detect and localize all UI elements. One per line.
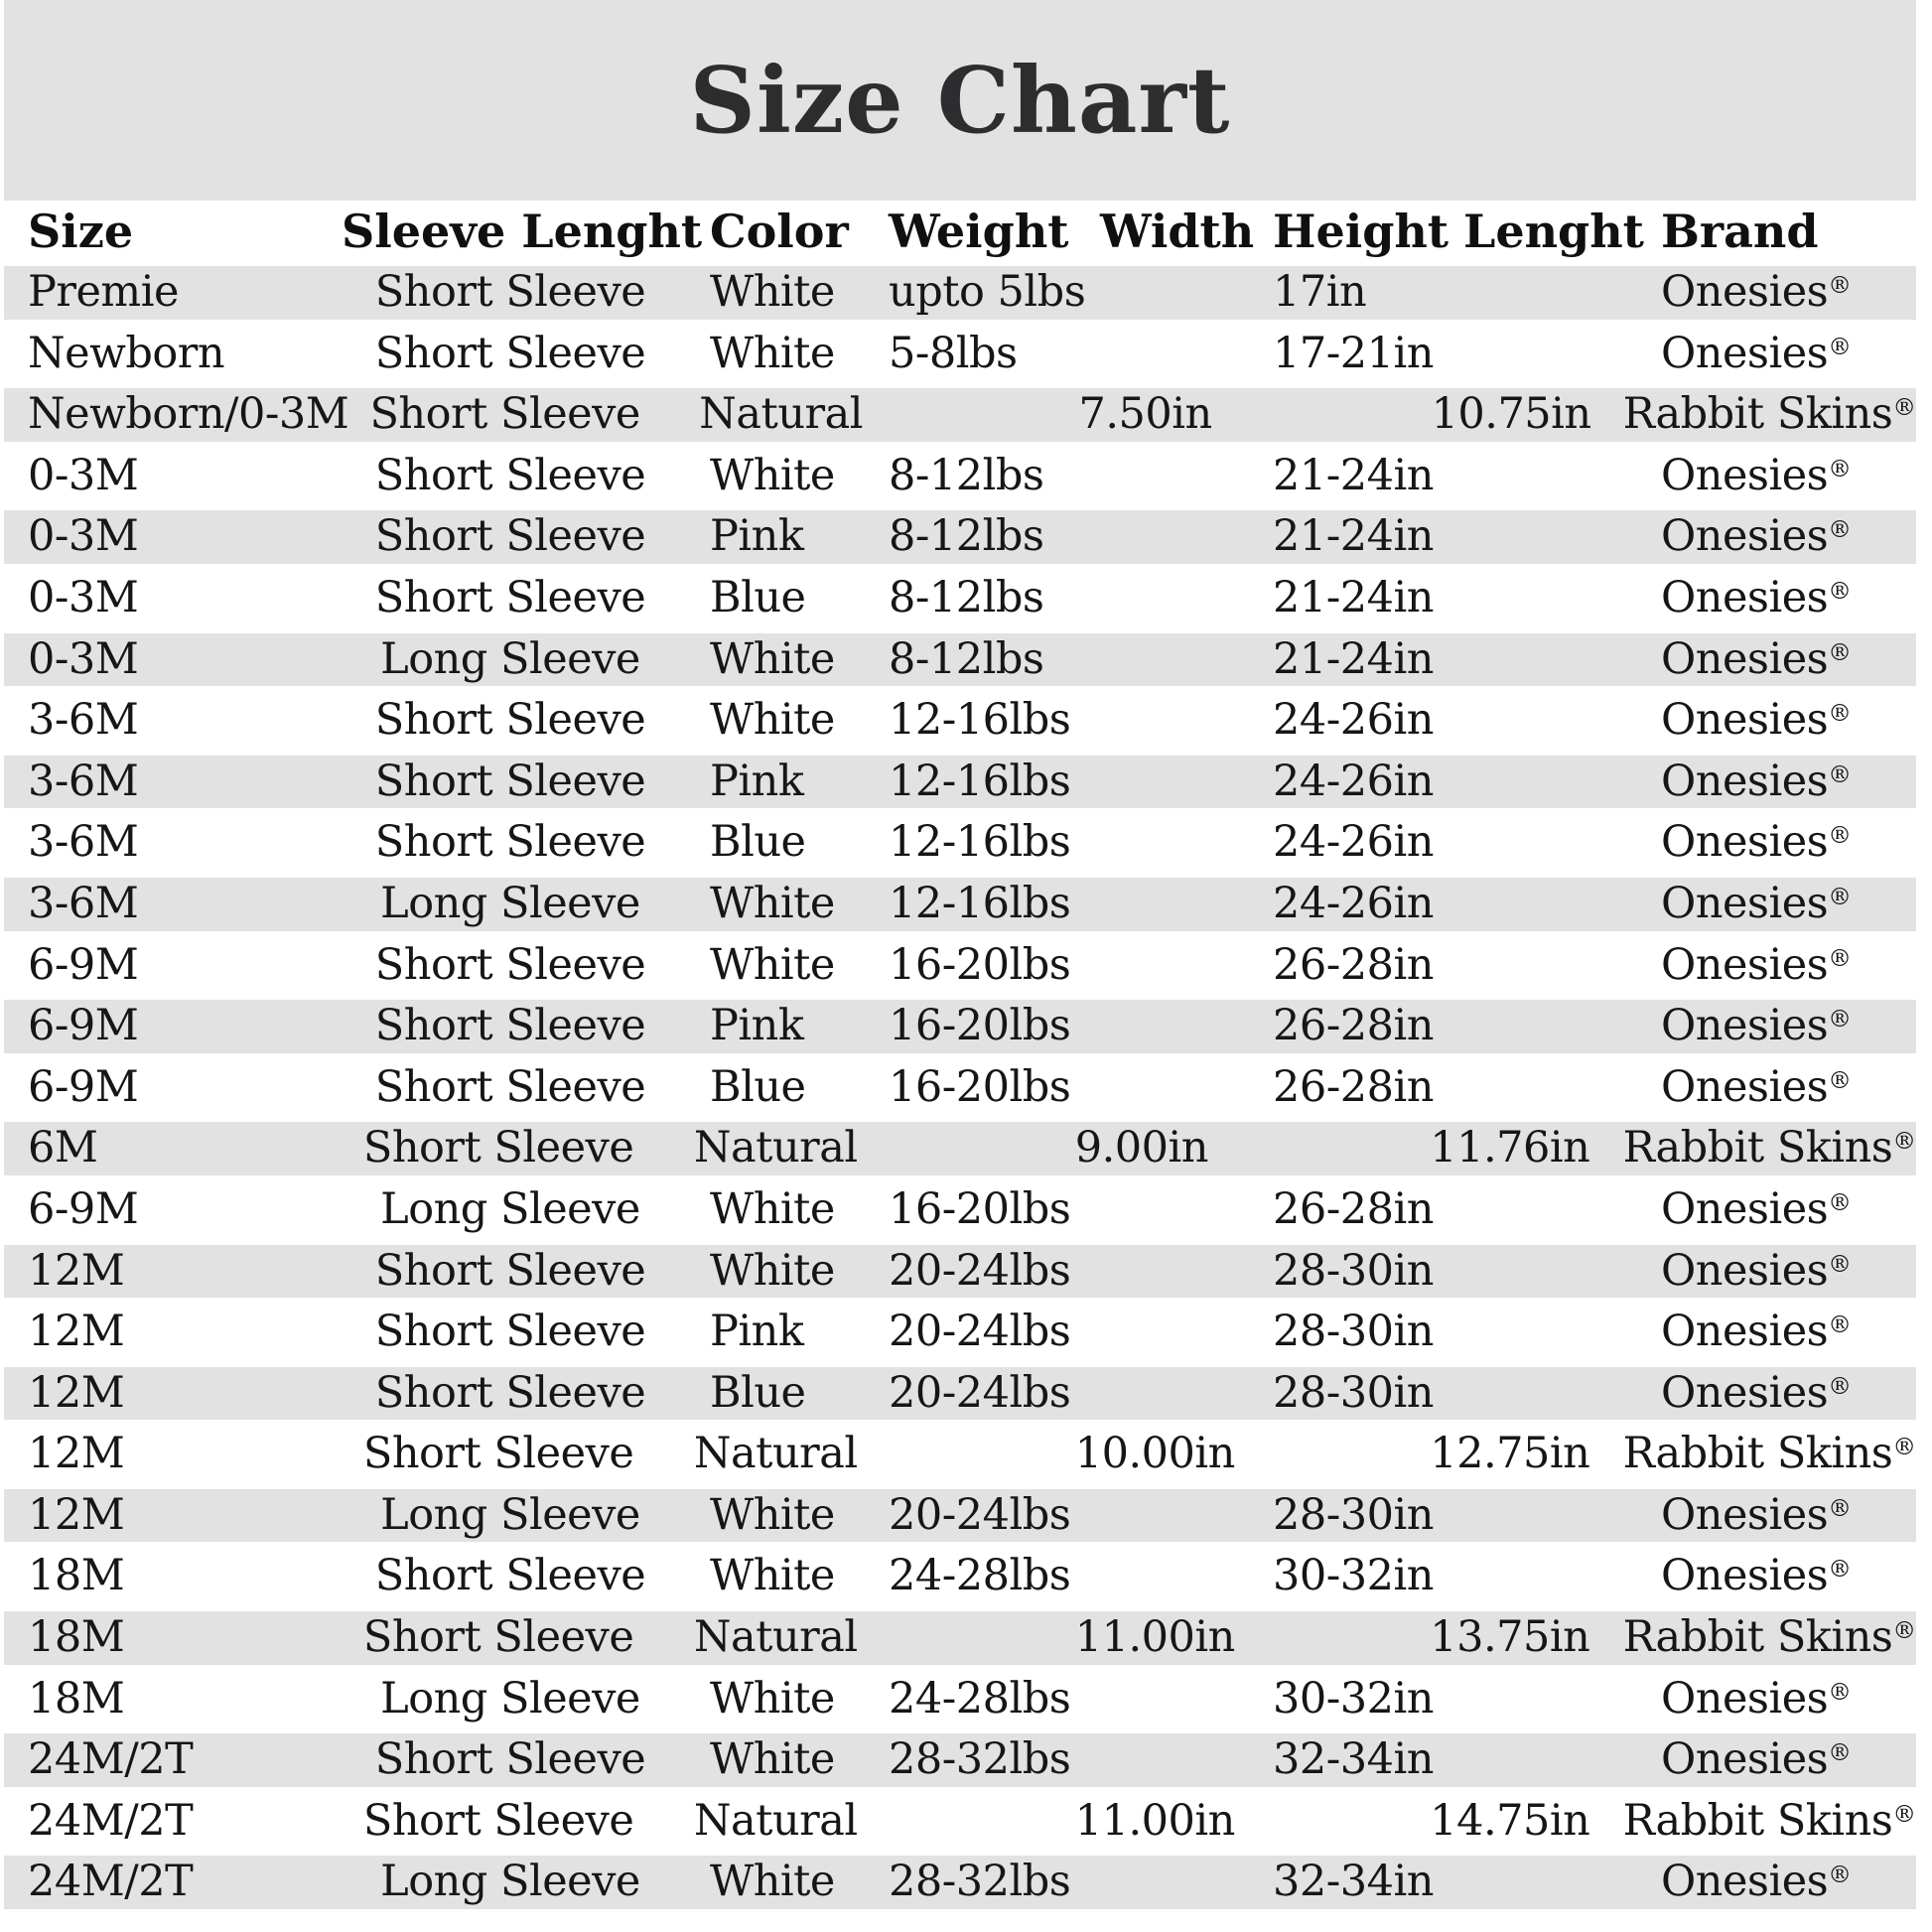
cell-width — [1091, 1241, 1265, 1303]
cell-width — [1091, 1057, 1265, 1119]
cell-weight: 8-12lbs — [889, 450, 1044, 500]
cell-width — [1091, 629, 1265, 691]
cell-weight: 20-24lbs — [889, 1489, 1071, 1540]
table-row — [4, 1424, 1916, 1485]
cell-height: 24-26in — [1273, 756, 1434, 806]
cell-brand: Onesies® — [1661, 450, 1852, 500]
cell-weight — [858, 1424, 1066, 1485]
cell-sleeve-length: Long Sleeve — [380, 1489, 640, 1540]
registered-trademark-symbol: ® — [1828, 882, 1852, 910]
cell-color: White — [710, 267, 835, 317]
cell-length — [1453, 1729, 1652, 1791]
cell-length — [1453, 1179, 1652, 1241]
cell-height: 26-28in — [1273, 939, 1434, 990]
registered-trademark-symbol: ® — [1828, 515, 1852, 544]
cell-sleeve-length: Short Sleeve — [374, 1245, 646, 1296]
registered-trademark-symbol: ® — [1828, 1065, 1852, 1094]
cell-height: 28-30in — [1273, 1245, 1434, 1296]
cell-size: 0-3M — [28, 572, 139, 622]
cell-height: 24-26in — [1273, 817, 1434, 868]
cell-color: Pink — [710, 1001, 804, 1051]
registered-trademark-symbol: ® — [1828, 1371, 1852, 1400]
cell-brand: Onesies® — [1661, 1307, 1852, 1357]
cell-size: 12M — [28, 1245, 125, 1296]
cell-size: 24M/2T — [28, 1795, 194, 1846]
registered-trademark-symbol: ® — [1828, 1005, 1852, 1034]
cell-height: 28-30in — [1273, 1307, 1434, 1357]
cell-sleeve-length: Short Sleeve — [374, 1001, 646, 1051]
cell-weight — [858, 1607, 1066, 1669]
cell-size: 0-3M — [28, 511, 139, 562]
cell-brand: Onesies® — [1661, 939, 1852, 990]
cell-length — [1453, 1852, 1652, 1913]
table-row — [4, 1852, 1916, 1913]
registered-trademark-symbol: ® — [1892, 1616, 1916, 1645]
cell-length — [1453, 568, 1652, 629]
registered-trademark-symbol: ® — [1828, 759, 1852, 788]
table-row — [4, 1363, 1916, 1425]
cell-brand: Onesies® — [1661, 1673, 1852, 1724]
cell-height: 26-28in — [1273, 1183, 1434, 1234]
cell-weight: 12-16lbs — [889, 817, 1071, 868]
cell-size: 18M — [28, 1551, 125, 1601]
cell-size: 18M — [28, 1612, 125, 1663]
cell-width — [1091, 1485, 1265, 1547]
cell-color: White — [710, 695, 835, 746]
cell-weight: 28-32lbs — [889, 1857, 1071, 1907]
table-row — [4, 1607, 1916, 1669]
cell-size: 6-9M — [28, 1001, 139, 1051]
table-row — [4, 629, 1916, 691]
cell-width: 9.00in — [1074, 1123, 1208, 1173]
cell-size: 3-6M — [28, 817, 139, 868]
registered-trademark-symbol: ® — [1828, 1677, 1852, 1706]
registered-trademark-symbol: ® — [1828, 1187, 1852, 1216]
cell-sleeve-length: Short Sleeve — [374, 1061, 646, 1112]
table-row — [4, 690, 1916, 752]
title-band — [4, 0, 1916, 201]
cell-width — [1091, 996, 1265, 1057]
cell-brand: Onesies® — [1661, 878, 1852, 928]
cell-color: White — [710, 878, 835, 928]
registered-trademark-symbol: ® — [1828, 332, 1852, 360]
cell-weight: 16-20lbs — [889, 1183, 1071, 1234]
cell-sleeve-length: Long Sleeve — [380, 1673, 640, 1724]
column-header-width: Width — [1100, 205, 1255, 258]
cell-height: 28-30in — [1273, 1367, 1434, 1418]
table-row — [4, 996, 1916, 1057]
table-row — [4, 1546, 1916, 1607]
cell-weight: 24-28lbs — [889, 1673, 1071, 1724]
cell-weight: 28-32lbs — [889, 1734, 1071, 1785]
registered-trademark-symbol: ® — [1828, 1861, 1852, 1889]
cell-width — [1091, 1179, 1265, 1241]
table-row — [4, 1729, 1916, 1791]
cell-color: Natural — [699, 389, 863, 440]
cell-size: 3-6M — [28, 756, 139, 806]
column-header-weight: Weight — [889, 205, 1069, 258]
cell-length — [1453, 1669, 1652, 1730]
cell-sleeve-length: Short Sleeve — [369, 389, 640, 440]
cell-length — [1453, 874, 1652, 935]
registered-trademark-symbol: ® — [1828, 454, 1852, 483]
cell-height — [1236, 1607, 1421, 1669]
cell-length: 12.75in — [1430, 1429, 1590, 1479]
cell-brand: Onesies® — [1661, 1367, 1852, 1418]
cell-width — [1091, 1302, 1265, 1363]
cell-sleeve-length: Short Sleeve — [362, 1612, 634, 1663]
cell-width — [1091, 752, 1265, 813]
cell-height: 30-32in — [1273, 1551, 1434, 1601]
cell-color: Natural — [693, 1429, 858, 1479]
cell-brand: Rabbit Skins® — [1622, 1123, 1916, 1173]
cell-size: 12M — [28, 1489, 125, 1540]
cell-width — [1091, 446, 1265, 507]
cell-sleeve-length: Long Sleeve — [380, 878, 640, 928]
cell-width — [1091, 262, 1265, 324]
registered-trademark-symbol: ® — [1892, 393, 1916, 422]
table-row — [4, 262, 1916, 324]
cell-color: Natural — [693, 1123, 858, 1173]
cell-size: 12M — [28, 1307, 125, 1357]
cell-sleeve-length: Short Sleeve — [362, 1123, 634, 1173]
table-row — [4, 1669, 1916, 1730]
cell-brand: Onesies® — [1661, 1183, 1852, 1234]
cell-sleeve-length: Short Sleeve — [374, 450, 646, 500]
cell-brand: Onesies® — [1661, 1245, 1852, 1296]
column-header-brand: Brand — [1661, 205, 1819, 258]
cell-brand: Rabbit Skins® — [1622, 1795, 1916, 1846]
registered-trademark-symbol: ® — [1892, 1799, 1916, 1828]
cell-length — [1453, 262, 1652, 324]
cell-brand: Onesies® — [1661, 511, 1852, 562]
cell-sleeve-length: Short Sleeve — [374, 939, 646, 990]
cell-length — [1453, 506, 1652, 568]
cell-width — [1091, 568, 1265, 629]
table-row — [4, 1118, 1916, 1179]
table-row — [4, 324, 1916, 385]
cell-size: 12M — [28, 1367, 125, 1418]
cell-color: White — [710, 1551, 835, 1601]
registered-trademark-symbol: ® — [1828, 943, 1852, 972]
cell-color: White — [710, 1489, 835, 1540]
cell-length — [1453, 629, 1652, 691]
registered-trademark-symbol: ® — [1828, 821, 1852, 850]
table-row — [4, 1057, 1916, 1119]
cell-height — [1236, 1424, 1421, 1485]
cell-height — [1236, 1791, 1421, 1853]
cell-height: 17in — [1273, 267, 1367, 317]
cell-color: Blue — [710, 1061, 806, 1112]
cell-sleeve-length: Short Sleeve — [362, 1429, 634, 1479]
cell-length — [1453, 1057, 1652, 1119]
cell-weight — [858, 1791, 1066, 1853]
cell-length — [1453, 324, 1652, 385]
cell-height: 28-30in — [1273, 1489, 1434, 1540]
table-row — [4, 1179, 1916, 1241]
table-row — [4, 1485, 1916, 1547]
cell-size: Newborn/0-3M — [28, 389, 349, 440]
cell-width: 11.00in — [1074, 1795, 1235, 1846]
cell-brand: Onesies® — [1661, 1551, 1852, 1601]
cell-length — [1453, 1241, 1652, 1303]
cell-width — [1091, 506, 1265, 568]
cell-length — [1453, 996, 1652, 1057]
cell-size: 18M — [28, 1673, 125, 1724]
registered-trademark-symbol: ® — [1828, 1555, 1852, 1584]
cell-brand: Onesies® — [1661, 328, 1852, 378]
column-header-sleeve-length: Sleeve Lenght — [342, 205, 703, 258]
cell-sleeve-length: Short Sleeve — [374, 1551, 646, 1601]
cell-brand: Onesies® — [1661, 1001, 1852, 1051]
cell-sleeve-length: Short Sleeve — [374, 695, 646, 746]
cell-size: 24M/2T — [28, 1734, 194, 1785]
cell-height: 21-24in — [1273, 572, 1434, 622]
registered-trademark-symbol: ® — [1828, 1311, 1852, 1339]
registered-trademark-symbol: ® — [1828, 1249, 1852, 1278]
cell-weight: 8-12lbs — [889, 633, 1044, 684]
cell-width — [1091, 1363, 1265, 1425]
table-row — [4, 752, 1916, 813]
cell-brand: Rabbit Skins® — [1622, 1429, 1916, 1479]
chart-title: Size Chart — [689, 47, 1231, 154]
cell-weight: 16-20lbs — [889, 1061, 1071, 1112]
cell-color: White — [710, 1857, 835, 1907]
cell-color: Natural — [693, 1795, 858, 1846]
cell-length — [1453, 752, 1652, 813]
table-row — [4, 446, 1916, 507]
cell-size: 6-9M — [28, 939, 139, 990]
cell-color: Natural — [693, 1612, 858, 1663]
cell-height — [1238, 384, 1421, 446]
cell-height: 32-34in — [1273, 1734, 1434, 1785]
cell-sleeve-length: Short Sleeve — [374, 572, 646, 622]
cell-sleeve-length: Long Sleeve — [380, 1857, 640, 1907]
cell-height: 21-24in — [1273, 633, 1434, 684]
cell-sleeve-length: Short Sleeve — [374, 756, 646, 806]
cell-length — [1453, 1363, 1652, 1425]
cell-brand: Onesies® — [1661, 572, 1852, 622]
table-row — [4, 1241, 1916, 1303]
cell-color: White — [710, 1673, 835, 1724]
cell-color: Blue — [710, 1367, 806, 1418]
registered-trademark-symbol: ® — [1828, 1738, 1852, 1767]
cell-color: White — [710, 1734, 835, 1785]
cell-width — [1091, 324, 1265, 385]
cell-weight — [863, 384, 1070, 446]
cell-width — [1091, 874, 1265, 935]
cell-color: Blue — [710, 572, 806, 622]
cell-weight: 20-24lbs — [889, 1367, 1071, 1418]
cell-brand: Rabbit Skins® — [1622, 389, 1916, 440]
cell-width: 7.50in — [1078, 389, 1212, 440]
cell-weight: 12-16lbs — [889, 756, 1071, 806]
cell-size: 12M — [28, 1429, 125, 1479]
column-header-color: Color — [710, 205, 849, 258]
cell-size: 6M — [28, 1123, 98, 1173]
cell-length — [1453, 446, 1652, 507]
cell-width — [1091, 1669, 1265, 1730]
cell-brand: Onesies® — [1661, 633, 1852, 684]
registered-trademark-symbol: ® — [1828, 576, 1852, 605]
cell-weight: 12-16lbs — [889, 878, 1071, 928]
cell-width — [1091, 1852, 1265, 1913]
cell-weight: 20-24lbs — [889, 1307, 1071, 1357]
cell-brand: Onesies® — [1661, 1061, 1852, 1112]
table-body — [4, 262, 1916, 1913]
cell-sleeve-length: Short Sleeve — [374, 511, 646, 562]
table-row — [4, 384, 1916, 446]
cell-color: White — [710, 939, 835, 990]
cell-brand: Onesies® — [1661, 817, 1852, 868]
cell-brand: Rabbit Skins® — [1622, 1612, 1916, 1663]
cell-brand: Onesies® — [1661, 267, 1852, 317]
cell-sleeve-length: Short Sleeve — [374, 817, 646, 868]
cell-width — [1091, 1546, 1265, 1607]
column-header-height: Height — [1273, 205, 1449, 258]
size-chart — [4, 0, 1916, 1913]
cell-length: 14.75in — [1430, 1795, 1590, 1846]
cell-size: 0-3M — [28, 450, 139, 500]
cell-size: Newborn — [28, 328, 225, 378]
cell-brand: Onesies® — [1661, 1857, 1852, 1907]
cell-brand: Onesies® — [1661, 756, 1852, 806]
registered-trademark-symbol: ® — [1828, 1493, 1852, 1522]
cell-sleeve-length: Long Sleeve — [380, 633, 640, 684]
cell-weight: upto 5lbs — [889, 267, 1086, 317]
cell-length — [1453, 1485, 1652, 1547]
cell-height: 30-32in — [1273, 1673, 1434, 1724]
cell-sleeve-length: Long Sleeve — [380, 1183, 640, 1234]
column-header-size: Size — [28, 205, 134, 258]
cell-length: 11.76in — [1430, 1123, 1590, 1173]
cell-size: 6-9M — [28, 1061, 139, 1112]
cell-width: 11.00in — [1074, 1612, 1235, 1663]
cell-sleeve-length: Short Sleeve — [374, 1307, 646, 1357]
cell-color: White — [710, 1245, 835, 1296]
cell-size: 0-3M — [28, 633, 139, 684]
cell-weight: 16-20lbs — [889, 1001, 1071, 1051]
cell-weight: 24-28lbs — [889, 1551, 1071, 1601]
cell-length — [1453, 812, 1652, 874]
cell-length: 10.75in — [1431, 389, 1591, 440]
cell-width — [1091, 935, 1265, 997]
cell-height: 21-24in — [1273, 450, 1434, 500]
table-header-row — [4, 201, 1916, 262]
registered-trademark-symbol: ® — [1828, 699, 1852, 728]
cell-length: 13.75in — [1430, 1612, 1590, 1663]
table-row — [4, 1302, 1916, 1363]
cell-size: 3-6M — [28, 878, 139, 928]
cell-height: 21-24in — [1273, 511, 1434, 562]
table-row — [4, 568, 1916, 629]
cell-length — [1453, 690, 1652, 752]
cell-size: 3-6M — [28, 695, 139, 746]
cell-color: White — [710, 1183, 835, 1234]
cell-color: Pink — [710, 756, 804, 806]
cell-length — [1453, 1302, 1652, 1363]
cell-height: 26-28in — [1273, 1001, 1434, 1051]
cell-size: 24M/2T — [28, 1857, 194, 1907]
cell-width — [1091, 690, 1265, 752]
table-row — [4, 874, 1916, 935]
cell-height: 24-26in — [1273, 878, 1434, 928]
cell-weight: 5-8lbs — [889, 328, 1018, 378]
cell-height — [1236, 1118, 1421, 1179]
column-header-length: Lenght — [1463, 205, 1644, 258]
cell-weight: 12-16lbs — [889, 695, 1071, 746]
cell-brand: Onesies® — [1661, 695, 1852, 746]
cell-color: White — [710, 450, 835, 500]
registered-trademark-symbol: ® — [1892, 1127, 1916, 1156]
cell-color: Blue — [710, 817, 806, 868]
cell-length — [1453, 1546, 1652, 1607]
cell-height: 17-21in — [1273, 328, 1434, 378]
table-row — [4, 812, 1916, 874]
cell-brand: Onesies® — [1661, 1734, 1852, 1785]
cell-width: 10.00in — [1074, 1429, 1235, 1479]
cell-height: 32-34in — [1273, 1857, 1434, 1907]
cell-color: Pink — [710, 1307, 804, 1357]
cell-color: Pink — [710, 511, 804, 562]
cell-height: 24-26in — [1273, 695, 1434, 746]
cell-weight: 16-20lbs — [889, 939, 1071, 990]
table-row — [4, 1791, 1916, 1853]
cell-weight: 20-24lbs — [889, 1245, 1071, 1296]
cell-size: 6-9M — [28, 1183, 139, 1234]
cell-width — [1091, 812, 1265, 874]
cell-sleeve-length: Short Sleeve — [374, 1734, 646, 1785]
cell-color: White — [710, 328, 835, 378]
registered-trademark-symbol: ® — [1828, 271, 1852, 299]
registered-trademark-symbol: ® — [1892, 1433, 1916, 1461]
cell-weight: 8-12lbs — [889, 572, 1044, 622]
table-row — [4, 935, 1916, 997]
cell-size: Premie — [28, 267, 179, 317]
cell-color: White — [710, 633, 835, 684]
registered-trademark-symbol: ® — [1828, 637, 1852, 666]
cell-weight: 8-12lbs — [889, 511, 1044, 562]
cell-brand: Onesies® — [1661, 1489, 1852, 1540]
cell-sleeve-length: Short Sleeve — [374, 1367, 646, 1418]
cell-weight — [858, 1118, 1066, 1179]
cell-length — [1453, 935, 1652, 997]
cell-width — [1091, 1729, 1265, 1791]
cell-height: 26-28in — [1273, 1061, 1434, 1112]
cell-sleeve-length: Short Sleeve — [362, 1795, 634, 1846]
cell-sleeve-length: Short Sleeve — [374, 267, 646, 317]
cell-sleeve-length: Short Sleeve — [374, 328, 646, 378]
table-row — [4, 506, 1916, 568]
